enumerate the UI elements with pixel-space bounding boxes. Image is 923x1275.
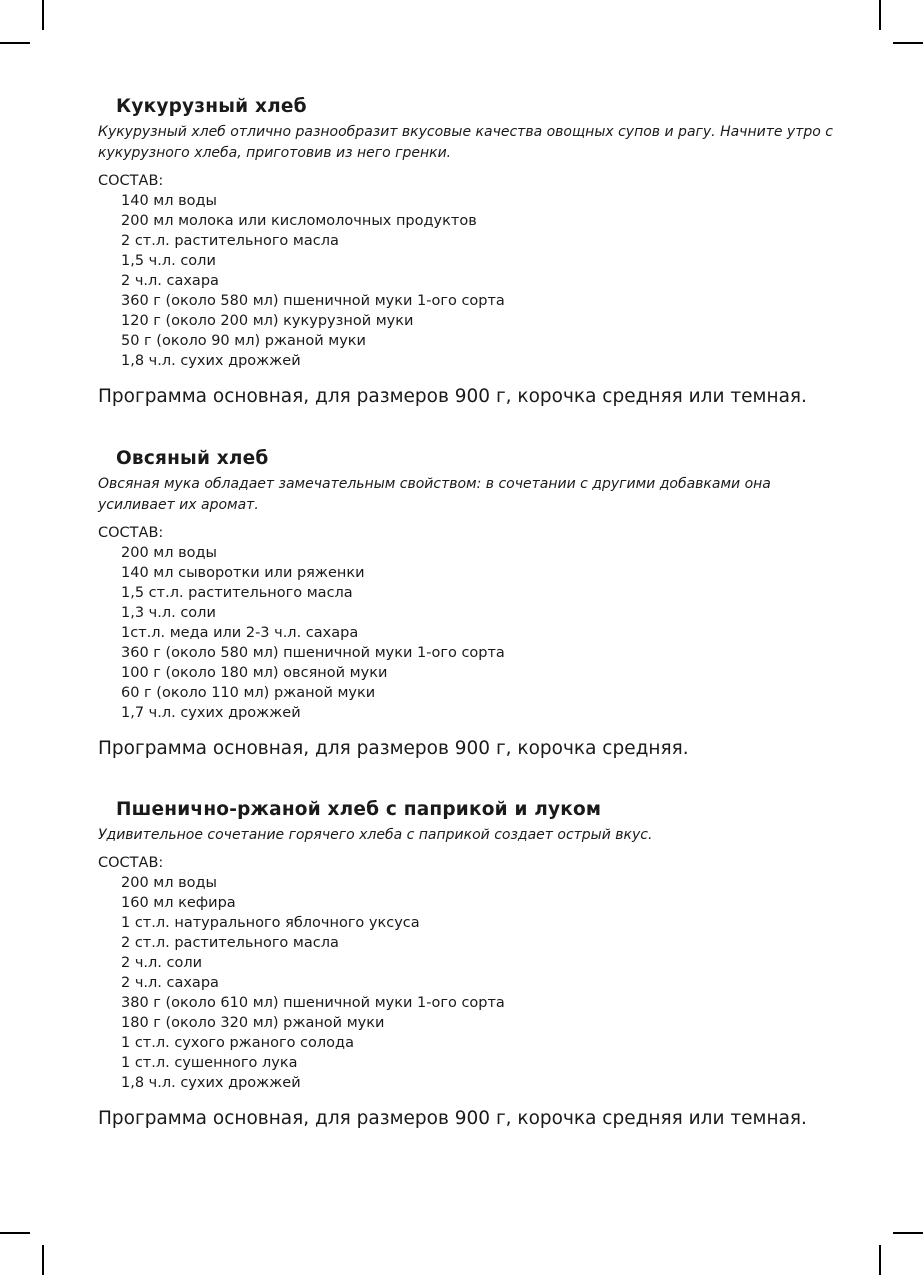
recipe-title: Кукурузный хлеб xyxy=(116,96,307,117)
ingredient-item: 2 ч.л. сахара xyxy=(121,975,219,991)
crop-mark-bottom-right-horizontal xyxy=(893,1232,923,1234)
recipe-program: Программа основная, для размеров 900 г, корочка средняя или темная. xyxy=(98,1108,807,1129)
ingredient-item: 100 г (около 180 мл) овсяной муки xyxy=(121,665,388,681)
ingredient-item: 200 мл воды xyxy=(121,545,217,561)
ingredient-item: 180 г (около 320 мл) ржаной муки xyxy=(121,1015,385,1031)
ingredient-item: 360 г (около 580 мл) пшеничной муки 1-ого сорта xyxy=(121,293,505,309)
ingredient-item: 1ст.л. меда или 2-3 ч.л. сахара xyxy=(121,625,359,641)
recipe-description: Овсяная мука обладает замечательным свойством: в сочетании с другими добавками она усиливает их аромат. xyxy=(98,476,771,513)
ingredients-list xyxy=(98,873,838,1093)
ingredient-item: 1 ст.л. сухого ржаного солода xyxy=(121,1035,354,1051)
ingredient-item: 1,3 ч.л. соли xyxy=(121,605,216,621)
recipe-program: Программа основная, для размеров 900 г, корочка средняя. xyxy=(98,738,689,759)
ingredients-label: СОСТАВ: xyxy=(98,525,164,541)
ingredient-item: 2 ч.л. соли xyxy=(121,955,203,971)
ingredient-item: 2 ст.л. растительного масла xyxy=(121,233,339,249)
ingredient-item: 360 г (около 580 мл) пшеничной муки 1-ого сорта xyxy=(121,645,505,661)
ingredient-item: 2 ст.л. растительного масла xyxy=(121,935,339,951)
crop-mark-top-left-horizontal xyxy=(0,42,30,44)
ingredient-item: 200 мл молока или кисломолочных продуктов xyxy=(121,213,477,229)
ingredient-item: 1,5 ст.л. растительного масла xyxy=(121,585,353,601)
ingredient-item: 160 мл кефира xyxy=(121,895,236,911)
recipe-wheat-rye-paprika-onion-bread xyxy=(98,798,838,1132)
recipe-program: Программа основная, для размеров 900 г, корочка средняя или темная. xyxy=(98,386,807,407)
crop-mark-top-left-vertical xyxy=(42,0,44,30)
ingredient-item: 1 ст.л. сушенного лука xyxy=(121,1055,298,1071)
ingredients-label: СОСТАВ: xyxy=(98,855,164,871)
ingredient-item: 140 мл воды xyxy=(121,193,217,209)
ingredient-item: 60 г (около 110 мл) ржаной муки xyxy=(121,685,376,701)
ingredient-item: 200 мл воды xyxy=(121,875,217,891)
ingredient-item: 50 г (около 90 мл) ржаной муки xyxy=(121,333,366,349)
ingredient-item: 1 ст.л. натурального яблочного уксуса xyxy=(121,915,420,931)
ingredient-item: 140 мл сыворотки или ряженки xyxy=(121,565,365,581)
ingredients-list xyxy=(98,191,838,371)
recipe-description: Удивительное сочетание горячего хлеба с паприкой создает острый вкус. xyxy=(98,827,653,843)
crop-mark-top-right-vertical xyxy=(879,0,881,30)
recipe-title: Овсяный хлеб xyxy=(116,448,269,469)
crop-mark-top-right-horizontal xyxy=(893,42,923,44)
recipe-oat-bread xyxy=(98,447,838,762)
ingredient-item: 1,5 ч.л. соли xyxy=(121,253,216,269)
crop-mark-bottom-left-horizontal xyxy=(0,1232,30,1234)
ingredients-label: СОСТАВ: xyxy=(98,173,164,189)
ingredient-item: 380 г (около 610 мл) пшеничной муки 1-ого сорта xyxy=(121,995,505,1011)
recipe-title: Пшенично-ржаной хлеб с паприкой и луком xyxy=(116,799,602,820)
ingredient-item: 120 г (около 200 мл) кукурузной муки xyxy=(121,313,414,329)
ingredient-item: 1,7 ч.л. сухих дрожжей xyxy=(121,705,301,721)
ingredient-item: 1,8 ч.л. сухих дрожжей xyxy=(121,353,301,369)
recipe-corn-bread xyxy=(98,95,838,410)
crop-mark-bottom-right-vertical xyxy=(879,1245,881,1275)
ingredient-item: 1,8 ч.л. сухих дрожжей xyxy=(121,1075,301,1091)
crop-mark-bottom-left-vertical xyxy=(42,1245,44,1275)
recipe-description: Кукурузный хлеб отлично разнообразит вкусовые качества овощных супов и рагу. Начните утро с кукурузного хлеба, приготовив из него гренки. xyxy=(98,124,833,161)
ingredient-item: 2 ч.л. сахара xyxy=(121,273,219,289)
ingredients-list xyxy=(98,543,838,723)
